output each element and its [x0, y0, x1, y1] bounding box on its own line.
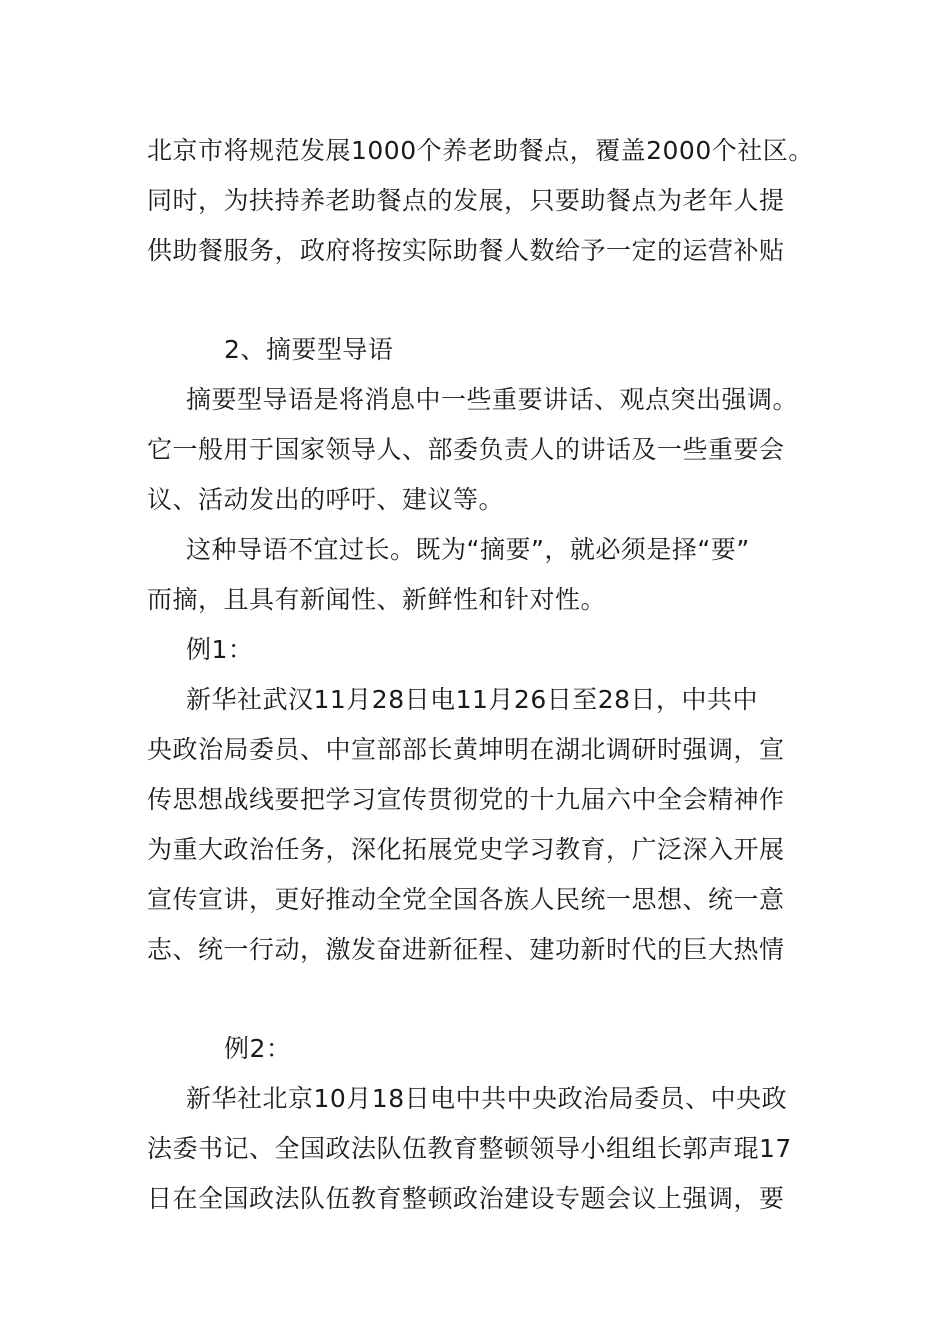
paragraph-line: 央政治局委员、中宣部部长黄坤明在湖北调研时强调，宣 [147, 735, 785, 764]
paragraph-line: 供助餐服务，政府将按实际助餐人数给予一定的运营补贴 [147, 236, 785, 265]
paragraph-line: 而摘，且具有新闻性、新鲜性和针对性。 [147, 585, 607, 614]
paragraph-line: 同时，为扶持养老助餐点的发展，只要助餐点为老年人提 [147, 186, 785, 215]
paragraph-line: 议、活动发出的呼吁、建议等。 [147, 485, 505, 514]
example-label: 例2： [224, 1034, 292, 1063]
paragraph-line: 这种导语不宜过长。既为“摘要”，就必须是择“要” [186, 535, 750, 564]
paragraph-line: 摘要型导语是将消息中一些重要讲话、观点突出强调。 [186, 385, 799, 414]
section-heading: 2、摘要型导语 [224, 335, 394, 364]
paragraph-line: 新华社北京10月18日电中共中央政治局委员、中央政 [186, 1084, 788, 1113]
paragraph-line: 北京市将规范发展1000个养老助餐点，覆盖2000个社区。 [147, 136, 814, 165]
paragraph-line: 法委书记、全国政法队伍教育整顿领导小组组长郭声琨17 [147, 1134, 792, 1163]
paragraph-line: 日在全国政法队伍教育整顿政治建设专题会议上强调，要 [147, 1184, 785, 1213]
example-label: 例1： [186, 635, 254, 664]
paragraph-line: 传思想战线要把学习宣传贯彻党的十九届六中全会精神作 [147, 785, 785, 814]
paragraph-line: 宣传宣讲，更好推动全党全国各族人民统一思想、统一意 [147, 885, 785, 914]
paragraph-line: 志、统一行动，激发奋进新征程、建功新时代的巨大热情 [147, 935, 785, 964]
paragraph-line: 新华社武汉11月28日电11月26日至28日，中共中 [186, 685, 759, 714]
paragraph-line: 为重大政治任务，深化拓展党史学习教育，广泛深入开展 [147, 835, 785, 864]
paragraph-line: 它一般用于国家领导人、部委负责人的讲话及一些重要会 [147, 435, 785, 464]
